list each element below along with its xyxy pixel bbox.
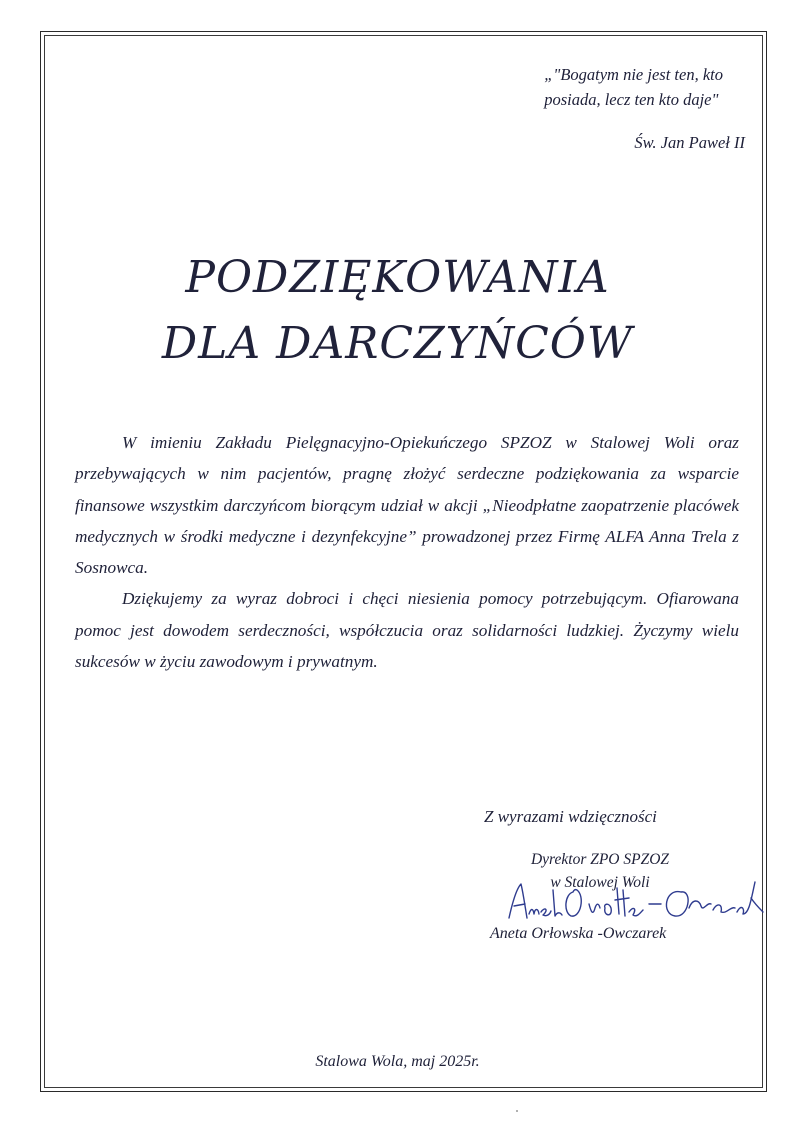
handwritten-signature [505,878,765,926]
epigraph-quote [544,62,723,112]
epigraph-line-1: „"Bogatym nie jest ten, kto [544,65,723,84]
epigraph-line-2: posiada, lecz ten kto daje" [544,90,719,109]
body-paragraph-2: Dziękujemy za wyraz dobroci i chęci niesienia pomocy potrzebującym. Ofiarowana pomoc jest dowodem serdeczności, współczucia oraz solidarności ludzkiej. Życzymy wielu sukcesów w życiu zawodowym i prywatnym. [75,589,739,672]
signatory-name: Aneta Orłowska -Owczarek [490,925,667,942]
closing-phrase: Z wyrazami wdzięczności [484,807,657,826]
document-title-line-1: PODZIĘKOWANIA [185,252,610,303]
body-paragraph-1: W imieniu Zakładu Pielęgnacyjno-Opiekuńczego SPZOZ w Stalowej Woli oraz przebywających w nim pacjentów, pragnę złożyć serdeczne podziękowania za wsparcie finansowe wszystkim darczyńcom biorącym udział w akcji „Nieodpłatne zaopatrzenie placówek medycznych w środki medyczne i dezynfekcyjne” prowadzonej przez Firmę ALFA Anna Trela z Sosnowca. [75,433,739,578]
signatory-role-line-2: w Stalowej Woli [550,874,650,891]
place-and-date: Stalowa Wola, maj 2025r. [315,1053,480,1070]
scan-speck [516,1110,518,1112]
epigraph-author: Św. Jan Paweł II [634,133,745,152]
signatory-role-line-1: Dyrektor ZPO SPZOZ [530,851,670,868]
document-title-line-2: DLA DARCZYŃCÓW [161,318,634,369]
letter-body [75,427,739,677]
